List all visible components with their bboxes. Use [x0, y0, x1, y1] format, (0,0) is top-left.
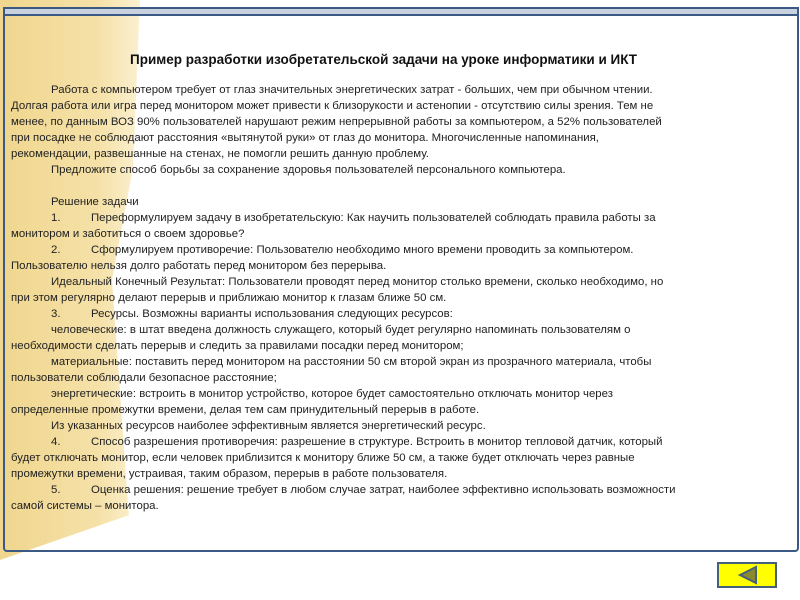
slide-body	[11, 82, 796, 514]
intro-line: Долгая работа или игра перед монитором может привести к близорукости и астенопии - отсутствию силы зрения. Тем не	[11, 100, 654, 112]
back-arrow-icon	[719, 564, 775, 586]
step-number: 2.	[51, 244, 61, 256]
resource-material: материальные: поставить перед монитором на расстоянии 50 см второй экран из прозрачного материала, чтобы	[51, 356, 652, 368]
best-resource: Из указанных ресурсов наиболее эффективным является энергетический ресурс.	[51, 420, 486, 432]
step-text: Пользователю нельзя долго работать перед монитором без перерыва.	[11, 260, 387, 272]
step-1	[11, 210, 796, 226]
intro-question: Предложите способ борьбы за сохранение здоровья пользователей персонального компьютера.	[51, 164, 566, 176]
step-4	[11, 434, 796, 450]
step-number: 1.	[51, 212, 61, 224]
step-2	[11, 242, 796, 258]
resource-energy: энергетические: встроить в монитор устройство, которое будет самостоятельно отключать монитор через	[51, 388, 613, 400]
ikr-text: Идеальный Конечный Результат: Пользователи проводят перед монитор столько времени, сколько необходимо, но	[51, 276, 664, 288]
step-number: 4.	[51, 436, 61, 448]
step-text: Способ разрешения противоречия: разрешение в структуре. Встроить в монитор тепловой датчик, который	[91, 436, 663, 448]
intro-line: при посадке не соблюдают расстояния «вытянутой руки» от глаз до монитора. Многочисленные напоминания,	[11, 132, 599, 144]
slide-title: Пример разработки изобретательской задачи на уроке информатики и ИКТ	[130, 52, 638, 67]
resource-energy: определенные промежутки времени, делая тем сам принудительный перерыв в работе.	[11, 404, 480, 416]
intro-line: менее, по данным ВОЗ 90% пользователей нарушают режим непрерывной работы за компьютером, а 52% пользователей	[11, 116, 662, 128]
step-3	[11, 306, 796, 322]
solution-heading: Решение задачи	[51, 196, 139, 208]
step-text: Переформулируем задачу в изобретательскую: Как научить пользователей соблюдать правила работы за	[91, 212, 656, 224]
step-text: монитором и заботиться о своем здоровье?	[11, 228, 245, 240]
step-text: промежутки времени, устраивая, таким образом, перерыв в работе пользователя.	[11, 468, 448, 480]
step-number: 3.	[51, 308, 61, 320]
intro-line: рекомендации, развешанные на стенах, не помогли решить данную проблему.	[11, 148, 429, 160]
step-text: самой системы – монитора.	[11, 500, 159, 512]
step-text: Оценка решения: решение требует в любом случае затрат, наиболее эффективно использовать возможности	[91, 484, 676, 496]
resource-human: человеческие: в штат введена должность служащего, который будет регулярно напоминать пользователям о	[51, 324, 631, 336]
step-5	[11, 482, 796, 498]
resource-material: пользователи соблюдали безопасное расстояние;	[11, 372, 277, 384]
step-number: 5.	[51, 484, 61, 496]
step-text: Ресурсы. Возможны варианты использования следующих ресурсов:	[91, 308, 453, 320]
step-text: Сформулируем противоречие: Пользователю необходимо много времени проводить за компьютером.	[91, 244, 634, 256]
resource-human: необходимости сделать перерыв и следить за правилами посадки перед монитором;	[11, 340, 464, 352]
back-button[interactable]	[717, 562, 777, 588]
intro-line: Работа с компьютером требует от глаз значительных энергетических затрат - больших, чем при обычном чтении.	[51, 84, 653, 96]
step-text: будет отключать монитор, если человек приблизится к монитору ближе 50 см, а также будет отключать через равные	[11, 452, 635, 464]
ikr-text: при этом регулярно делают перерыв и приближаю монитор к глазам ближе 50 см.	[11, 292, 447, 304]
